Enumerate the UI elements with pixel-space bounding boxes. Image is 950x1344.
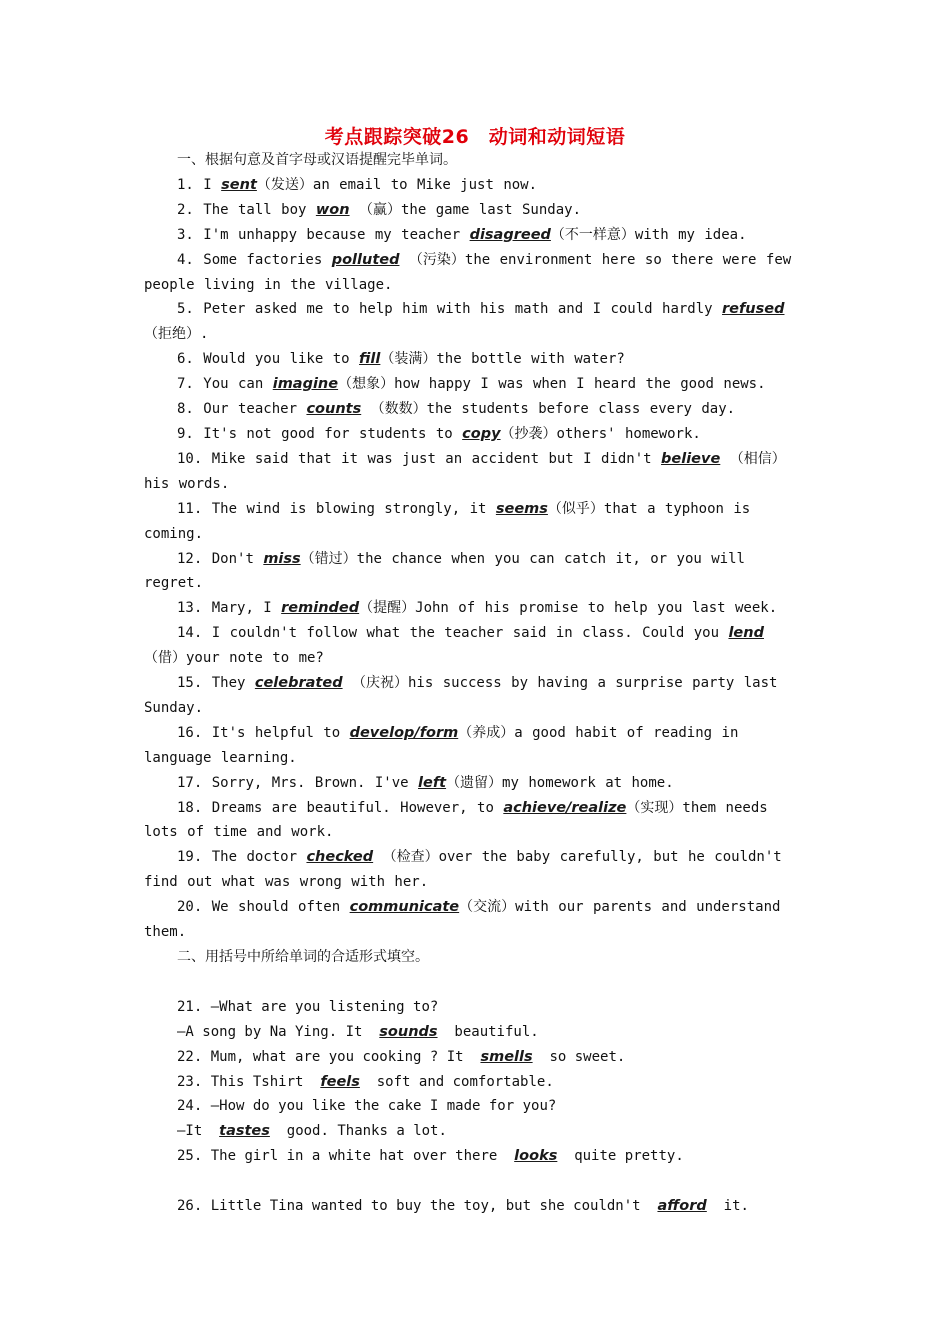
answer-blank: refused <box>722 301 785 318</box>
question-item <box>144 223 808 248</box>
question-text: （拒绝）. <box>144 326 209 343</box>
answer-blank: celebrated <box>254 675 343 692</box>
question-text: so sweet. <box>532 1048 626 1065</box>
question-number: 7. <box>177 376 194 393</box>
question-text: They <box>202 675 255 692</box>
question-number: 9. <box>177 425 194 442</box>
question-text: Dreams are beautiful. However, to <box>202 799 504 816</box>
question-item <box>144 497 808 547</box>
answer-blank: counts <box>306 401 362 418</box>
question-text: beautiful. <box>437 1023 539 1040</box>
question-text: I'm unhappy because my teacher <box>193 226 470 243</box>
answer-blank: achieve/realize <box>503 799 627 816</box>
question-text: （提醒）John of his promise to help you last week. <box>359 600 778 617</box>
answer-blank: disagreed <box>469 226 551 243</box>
question-text: Peter asked me to help him with his math and I could hardly <box>193 301 723 318</box>
question-item <box>144 621 808 671</box>
question-item <box>144 1045 808 1070</box>
question-text: （想象）how happy I was when I heard the good news. <box>338 376 766 393</box>
page-title: 考点跟踪突破26 动词和动词短语 <box>324 126 626 148</box>
section-heading: 一、根据句意及首字母或汉语提醒完毕单词。 <box>177 152 457 168</box>
answer-blank: seems <box>495 500 548 517</box>
question-text: This Tshirt <box>202 1073 321 1090</box>
question-number: 24. <box>177 1098 203 1115</box>
answer-blank: won <box>315 201 350 218</box>
question-text: （不一样意）with my idea. <box>550 226 747 243</box>
question-item <box>144 198 808 223</box>
question-text: it. <box>706 1198 749 1215</box>
question-text: （庆祝）his success by having a surprise party last Sunday. <box>144 675 778 716</box>
answer-blank: afford <box>657 1198 707 1215</box>
question-item <box>144 796 808 846</box>
question-text: quite pretty. <box>557 1148 684 1165</box>
question-text: （发送）an email to Mike just now. <box>256 176 538 193</box>
question-text: （遗留）my homework at home. <box>446 774 674 791</box>
question-number: 16. <box>177 724 203 741</box>
question-number: 4. <box>177 251 194 268</box>
question-item <box>144 596 808 621</box>
question-number: 12. <box>177 550 203 567</box>
question-item <box>144 1070 808 1095</box>
question-item <box>144 1020 808 1045</box>
question-text: （交流）with our parents and understand them. <box>144 899 781 941</box>
question-number: 21. <box>177 998 203 1015</box>
answer-blank: feels <box>320 1073 360 1090</box>
question-item <box>144 347 808 372</box>
question-item <box>144 1119 808 1144</box>
question-number: 5. <box>177 301 194 318</box>
spacer <box>144 970 808 995</box>
question-number: 11. <box>177 500 203 517</box>
question-text: —A song by Na Ying. It <box>177 1023 380 1040</box>
question-item <box>144 995 808 1020</box>
question-text: Our teacher <box>193 401 307 418</box>
question-text: The girl in a white hat over there <box>202 1148 515 1165</box>
answer-blank: develop/form <box>349 724 459 741</box>
question-text: The doctor <box>202 849 307 866</box>
question-item <box>144 1194 808 1219</box>
question-text: The wind is blowing strongly, it <box>202 500 496 517</box>
spacer <box>144 1169 808 1194</box>
question-number: 18. <box>177 799 203 816</box>
question-text: It's helpful to <box>202 724 350 741</box>
question-item <box>144 895 808 945</box>
answer-blank: smells <box>480 1048 533 1065</box>
question-text: —How do you like the cake I made for you? <box>202 1098 557 1115</box>
answer-blank: polluted <box>331 251 400 268</box>
question-text: You can <box>193 376 273 393</box>
answer-blank: reminded <box>281 600 360 617</box>
question-text: I couldn't follow what the teacher said in class. Could you <box>202 625 729 642</box>
question-text: （装满）the bottle with water? <box>380 351 625 368</box>
answer-blank: checked <box>306 849 374 866</box>
answer-blank: believe <box>661 450 721 467</box>
document-body <box>144 148 808 1219</box>
question-text: （相信）his words. <box>144 450 786 492</box>
question-text: （借）your note to me? <box>144 650 324 667</box>
question-list <box>144 173 808 945</box>
question-text: The tall boy <box>193 201 316 218</box>
question-number: 13. <box>177 600 203 617</box>
question-text: （养成）a good habit of reading in language learning. <box>144 724 739 766</box>
question-text: We should often <box>202 899 350 916</box>
question-number: 26. <box>177 1198 203 1215</box>
question-item <box>144 372 808 397</box>
question-number: 22. <box>177 1048 203 1065</box>
question-number: 2. <box>177 201 194 218</box>
question-text: （赢）the game last Sunday. <box>349 201 581 218</box>
answer-blank: copy <box>462 425 501 442</box>
answer-blank: miss <box>263 550 301 567</box>
answer-blank: communicate <box>349 899 460 916</box>
question-text: Little Tina wanted to buy the toy, but she couldn't <box>202 1198 658 1215</box>
question-text: soft and comfortable. <box>359 1073 554 1090</box>
answer-blank: looks <box>514 1148 558 1165</box>
question-text: Mum, what are you cooking ? It <box>202 1048 481 1065</box>
question-number: 23. <box>177 1073 203 1090</box>
question-item <box>144 1144 808 1169</box>
question-text: Mary, I <box>202 600 282 617</box>
answer-blank: fill <box>359 351 381 368</box>
question-number: 25. <box>177 1148 203 1165</box>
answer-blank: tastes <box>219 1123 270 1140</box>
question-number: 20. <box>177 899 203 916</box>
question-number: 8. <box>177 401 194 418</box>
answer-blank: left <box>418 774 447 791</box>
question-text: It's not good for students to <box>193 425 463 442</box>
answer-blank: sent <box>221 176 257 193</box>
question-text: Don't <box>202 550 264 567</box>
question-number: 15. <box>177 675 203 692</box>
answer-blank: imagine <box>272 376 339 393</box>
question-text: Would you like to <box>193 351 360 368</box>
question-number: 17. <box>177 774 203 791</box>
question-item <box>144 771 808 796</box>
question-text: —It <box>177 1123 220 1140</box>
answer-blank: lend <box>728 625 764 642</box>
question-number: 6. <box>177 351 194 368</box>
question-text: Some factories <box>193 251 332 268</box>
question-text: （实现）them needs lots of time and work. <box>144 799 768 841</box>
question-text: （污染）the environment here so there were few people living in the village. <box>144 251 792 293</box>
section-heading: 二、用括号中所给单词的合适形式填空。 <box>177 949 429 965</box>
question-item <box>144 297 808 347</box>
question-text: （错过）the chance when you can catch it, or you will regret. <box>144 550 745 592</box>
question-text: （似乎）that a typhoon is coming. <box>144 500 751 542</box>
question-item <box>144 845 808 895</box>
question-item <box>144 721 808 771</box>
question-item <box>144 447 808 497</box>
question-item <box>144 547 808 597</box>
question-item <box>144 397 808 422</box>
question-text: —What are you listening to? <box>202 998 439 1015</box>
answer-blank: sounds <box>379 1023 438 1040</box>
question-text: Sorry, Mrs. Brown. I've <box>202 774 419 791</box>
question-number: 1. <box>177 176 194 193</box>
question-number: 19. <box>177 849 203 866</box>
question-text: （数数）the students before class every day. <box>361 401 736 418</box>
question-number: 3. <box>177 226 194 243</box>
question-text: good. Thanks a lot. <box>269 1123 447 1140</box>
question-text: Mike said that it was just an accident but I didn't <box>202 450 662 467</box>
question-number: 10. <box>177 450 203 467</box>
question-number: 14. <box>177 625 203 642</box>
question-item <box>144 671 808 721</box>
question-text: （检查）over the baby carefully, but he couldn't find out what was wrong with her. <box>144 849 782 891</box>
question-item <box>144 422 808 447</box>
question-item <box>144 1094 808 1119</box>
question-item <box>144 173 808 198</box>
question-text: （抄袭）others' homework. <box>500 425 701 442</box>
question-item <box>144 248 808 298</box>
question-text: I <box>193 176 222 193</box>
